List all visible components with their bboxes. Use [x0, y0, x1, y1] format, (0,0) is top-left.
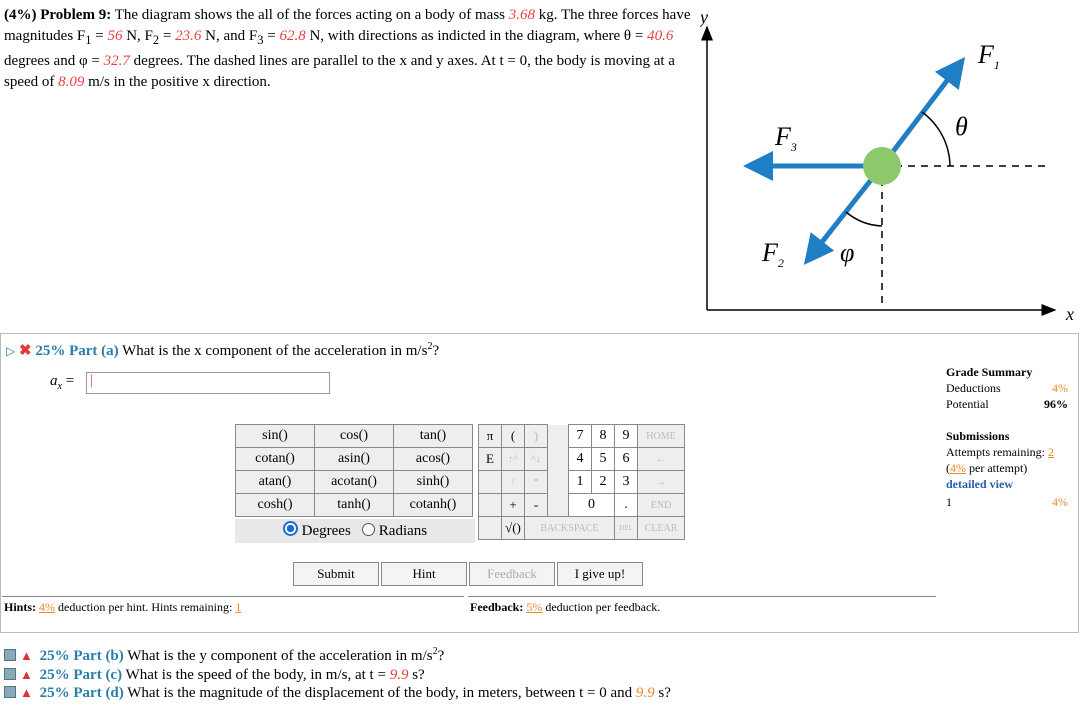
problem-text: m/s in the positive x direction.	[88, 74, 271, 90]
rparen-key[interactable]: )	[525, 425, 548, 448]
attempt-number: 1	[946, 495, 952, 509]
theta-arc	[922, 112, 950, 166]
key-7[interactable]: 7	[569, 425, 592, 448]
keypad-spacer	[548, 494, 569, 517]
part-c-question: What is the speed of the body, in m/s, at t =	[125, 666, 386, 683]
problem-text: The diagram shows the all of the forces acting on a body of mass	[114, 7, 505, 23]
per-attempt-pct: 4%	[950, 461, 966, 475]
key-4[interactable]: 4	[569, 448, 592, 471]
submit-button[interactable]: Submit	[293, 562, 379, 586]
submissions-title: Submissions	[946, 429, 1010, 443]
key-8[interactable]: 8	[592, 425, 615, 448]
part-c-time: 9.9	[389, 666, 409, 683]
e-key[interactable]: E	[479, 448, 502, 471]
keypad-blank	[479, 471, 502, 494]
key-6[interactable]: 6	[615, 448, 638, 471]
warning-icon: ▲	[20, 666, 33, 682]
attempts-label: Attempts remaining:	[946, 445, 1045, 459]
phi-value: 32.7	[103, 53, 130, 69]
key-0[interactable]: 0	[569, 494, 615, 517]
phi-label: φ	[840, 238, 855, 267]
asin-key[interactable]: asin()	[315, 448, 394, 471]
problem-text: N, F	[126, 28, 153, 44]
key-5[interactable]: 5	[592, 448, 615, 471]
home-key[interactable]: HOME	[638, 425, 685, 448]
f1-arrow	[882, 61, 962, 166]
feedback-info: Feedback: 5% deduction per feedback.	[470, 600, 661, 614]
left-key[interactable]: ←	[638, 448, 685, 471]
key-9[interactable]: 9	[615, 425, 638, 448]
acotan-key[interactable]: acotan()	[315, 471, 394, 494]
attempts-value: 2	[1047, 445, 1054, 459]
expand-arrow-icon[interactable]: ▷	[6, 344, 16, 358]
body-circle	[863, 147, 901, 185]
part-b-percent: 25% Part (b)	[39, 648, 124, 664]
part-d-percent: 25% Part (d)	[39, 685, 124, 701]
problem-text: N, with directions as indicted in the diagram, where θ =	[309, 28, 644, 44]
keypad-blank	[479, 494, 502, 517]
part-c-row[interactable]: ▲ 25% Part (c) What is the speed of the body, in m/s, at t = 9.9 s?	[4, 666, 671, 685]
dot-key[interactable]: .	[615, 494, 638, 517]
clear-key[interactable]: CLEAR	[638, 517, 685, 540]
problem-text: degrees and φ =	[4, 53, 100, 69]
f3-value: 62.8	[279, 28, 306, 44]
wrong-mark-icon: ✖	[18, 343, 32, 359]
atan-key[interactable]: atan()	[236, 471, 315, 494]
attempt-deduction: 4%	[1052, 495, 1068, 509]
cotanh-key[interactable]: cotanh()	[394, 494, 473, 517]
degrees-radio[interactable]	[283, 521, 298, 536]
keypad-spacer	[548, 425, 569, 448]
radians-radio[interactable]	[362, 523, 375, 536]
radians-label: Radians	[378, 523, 428, 539]
problem-text: kg. The three forces have magnitudes F	[4, 7, 691, 44]
part-a-question: What is the x component of the acceleration in $m/s^2$?	[122, 341, 440, 359]
cos-key[interactable]: cos()	[315, 425, 394, 448]
give-up-button[interactable]: I give up!	[557, 562, 643, 586]
f1-value: 56	[107, 28, 123, 44]
divider	[468, 596, 936, 597]
expand-icon[interactable]	[4, 686, 16, 698]
hints-info: Hints: 4% deduction per hint. Hints remaining: 1	[4, 600, 242, 614]
part-a-percent: 25% Part (a)	[35, 343, 119, 359]
plus-key[interactable]: +	[502, 494, 525, 517]
x-axis-label: x	[1066, 304, 1074, 324]
backspace-key[interactable]: BACKSPACE	[525, 517, 615, 540]
key-1[interactable]: 1	[569, 471, 592, 494]
sqrt-key[interactable]: √()	[502, 517, 525, 540]
acos-key[interactable]: acos()	[394, 448, 473, 471]
phi-arc	[846, 212, 882, 226]
answer-input[interactable]: |	[86, 372, 330, 394]
problem-prefix: (4%) Problem 9:	[4, 7, 112, 23]
sin-key[interactable]: sin()	[236, 425, 315, 448]
potential-label: Potential	[946, 397, 989, 411]
key-2[interactable]: 2	[592, 471, 615, 494]
speed-value: 8.09	[58, 74, 85, 90]
hint-button[interactable]: Hint	[381, 562, 467, 586]
slash-key[interactable]: /	[502, 471, 525, 494]
warning-icon: ▲	[20, 685, 33, 700]
theta-label: θ	[955, 112, 968, 141]
part-a-header	[6, 341, 439, 360]
theta-value: 40.6	[647, 28, 674, 44]
f2-value: 23.6	[175, 28, 202, 44]
part-c-percent: 25% Part (c)	[39, 666, 123, 683]
right-key[interactable]: →	[638, 471, 685, 494]
part-d-time: 9.9	[635, 685, 655, 701]
expand-icon[interactable]	[4, 668, 16, 680]
end-key[interactable]: END	[638, 494, 685, 517]
pi-key[interactable]: π	[479, 425, 502, 448]
parts-list	[4, 643, 671, 703]
warning-icon: ▲	[20, 648, 33, 663]
number-keypad	[478, 424, 685, 540]
grade-title: Grade Summary	[946, 365, 1033, 379]
tanh-key[interactable]: tanh()	[315, 494, 394, 517]
grade-summary: Grade Summary Deductions 4% Potential 96% Submissions Attempts remaining: 2 (4% per attempt) detailed view 1 4%	[946, 365, 1068, 509]
cotan-key[interactable]: cotan()	[236, 448, 315, 471]
del-key[interactable]: DEL	[615, 517, 638, 540]
star-key[interactable]: *	[525, 471, 548, 494]
caret-key[interactable]: ^↓	[525, 448, 548, 471]
feedback-deduction: 5%	[526, 600, 543, 614]
f1-label: $F_1$	[978, 40, 1000, 72]
part-b-row[interactable]: ▲ 25% Part (b) What is the y component of the acceleration in $m/s^2$?	[4, 643, 671, 666]
part-d-question: What is the magnitude of the displacement of the body, in meters, between t = 0 and	[127, 685, 633, 701]
mass-value: 3.68	[508, 7, 535, 23]
cosh-key[interactable]: cosh()	[236, 494, 315, 517]
part-b-question: What is the y component of the acceleration in m/s	[127, 648, 433, 664]
f2-label: $F_2$	[762, 238, 784, 270]
degrees-label: Degrees	[301, 523, 351, 539]
hint-deduction: 4%	[39, 600, 56, 614]
problem-text: degrees. The dashed lines are parallel to the x and y axes. At t = 0, the body is moving at a speed of	[4, 53, 675, 90]
part-d-row[interactable]: ▲ 25% Part (d) What is the magnitude of the displacement of the body, in meters, between t = 0 and 9.9 s?	[4, 684, 671, 703]
problem-text: =	[95, 28, 104, 44]
key-3[interactable]: 3	[615, 471, 638, 494]
f3-label: $F_3$	[775, 122, 797, 154]
y-axis-label: y	[700, 7, 708, 27]
tan-key[interactable]: tan()	[394, 425, 473, 448]
problem-statement: (4%) Problem 9: The diagram shows the all of the forces acting on a body of mass 3.68 kg. The three forces have magnitudes $F_1 = 56$ N, $F_2 = 23.6$ N, and $F_3 = 62.8$ N, with directions as indicted in the diagram, where θ = 40.6 degrees and φ = 32.7 degrees. The dashed lines are parallel to the x and y axes. At t = 0, the body is moving at a speed of 8.09 m/s in the positive x direction.	[4, 7, 691, 90]
answer-label: $a_x$ =	[50, 373, 75, 392]
deductions-label: Deductions	[946, 381, 1001, 395]
function-keypad	[235, 424, 473, 517]
minus-key[interactable]: -	[525, 494, 548, 517]
up-key[interactable]: ↑^	[502, 448, 525, 471]
lparen-key[interactable]: (	[502, 425, 525, 448]
feedback-button[interactable]: Feedback	[469, 562, 555, 586]
divider	[2, 596, 464, 597]
detailed-view-link[interactable]: detailed view	[946, 477, 1013, 491]
force-diagram	[700, 5, 1080, 325]
potential-value: 96%	[1044, 397, 1068, 411]
hints-remaining: 1	[235, 600, 242, 614]
sinh-key[interactable]: sinh()	[394, 471, 473, 494]
angle-mode	[235, 519, 475, 543]
expand-icon[interactable]	[4, 649, 16, 661]
problem-text: N, and F	[205, 28, 258, 44]
keypad-blank	[479, 517, 502, 540]
deductions-value: 4%	[1052, 381, 1068, 395]
keypad-spacer	[548, 448, 569, 471]
keypad-spacer	[548, 471, 569, 494]
